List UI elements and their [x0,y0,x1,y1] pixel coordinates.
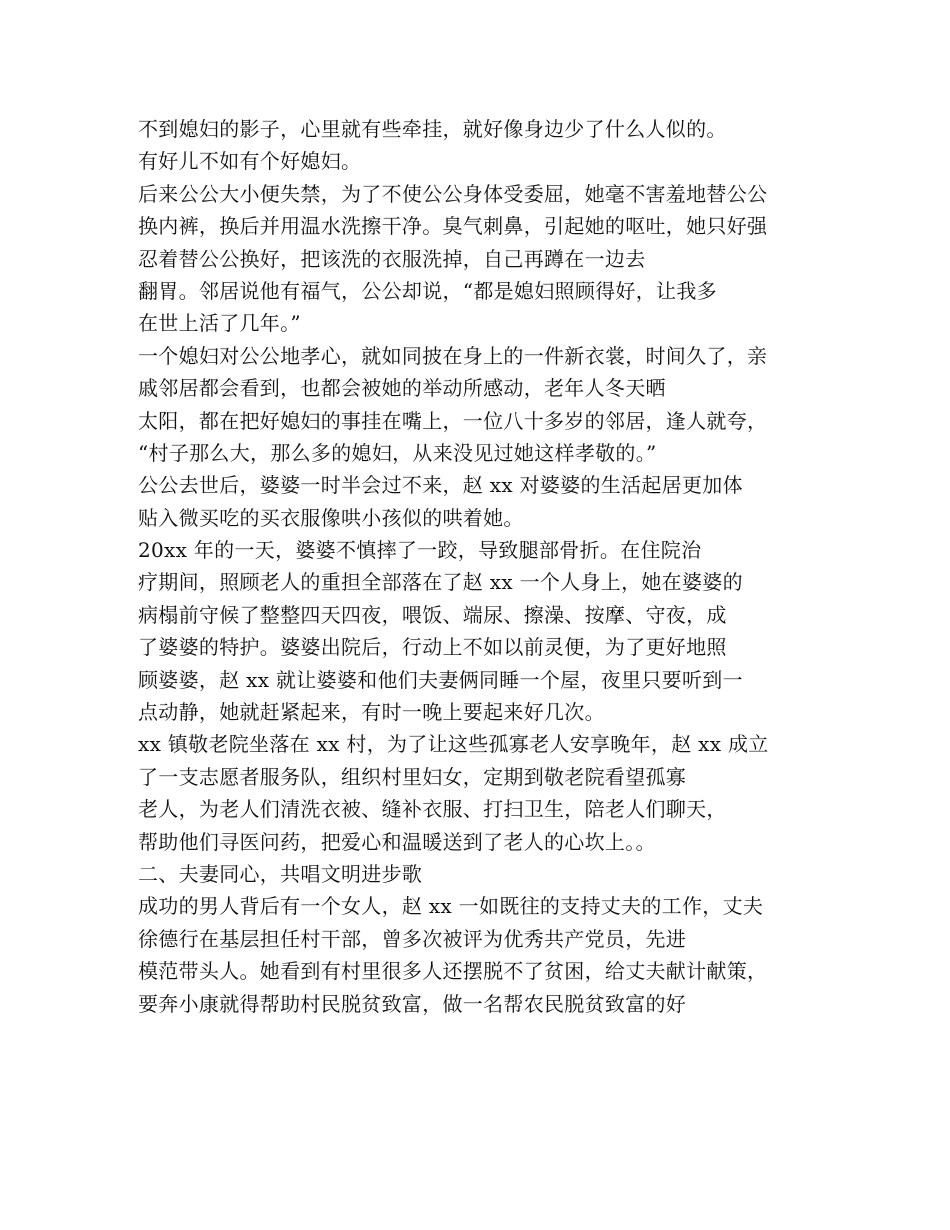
text-line: 成功的男人背后有一个女人，赵 xx 一如既往的支持丈夫的工作，丈夫 [138,894,764,919]
text-line: 点动静，她就赶紧起来，有时一晚上要起来好几次。 [138,700,605,725]
text-line: 帮助他们寻医问药，把爱心和温暖送到了老人的心坎上。。 [138,829,656,854]
text-line: 20xx 年的一天，婆婆不慎摔了一跤，导致腿部骨折。在住院治 [138,538,702,563]
text-line: 模范带头人。她看到有村里很多人还摆脱不了贫困，给丈夫献计献策， [138,959,768,984]
text-line: 疗期间，照顾老人的重担全部落在了赵 xx 一个人身上，她在婆婆的 [138,570,743,595]
text-line: 忍着替公公换好，把该洗的衣服洗掉，自己再蹲在一边去 [138,246,646,271]
text-line: 老人，为老人们清洗衣被、缝补衣服、打扫卫生，陪老人们聊天， [138,797,727,822]
text-line: 顾婆婆，赵 xx 就让婆婆和他们夫妻俩同睡一个屋，夜里只要听到一 [138,667,743,692]
text-line: 了婆婆的特护。婆婆出院后，行动上不如以前灵便，为了更好地照 [138,635,727,660]
text-line: 不到媳妇的影子，心里就有些牵挂，就好像身边少了什么人似的。 [138,117,727,141]
text-line: 后来公公大小便失禁，为了不使公公身体受委屈，她毫不害羞地替公公 [138,181,768,206]
text-line: 戚邻居都会看到，也都会被她的举动所感动，老年人冬天晒 [138,376,666,401]
text-line: 翻胃。邻居说他有福气，公公却说，“都是媳妇照顾得好，让我多 [138,278,717,303]
text-line: 一个媳妇对公公地孝心，就如同披在身上的一件新衣裳，时间久了，亲 [138,343,768,368]
text-line: 有好儿不如有个好媳妇。 [138,149,362,174]
section-heading: 二、夫妻同心，共唱文明进步歌 [138,861,423,886]
text-line: 在世上活了几年。” [138,311,301,336]
document-body [138,113,818,1020]
text-line: 公公去世后，婆婆一时半会过不来，赵 xx 对婆婆的生活起居更加体 [138,473,743,498]
text-line: xx 镇敬老院坐落在 xx 村，为了让这些孤寡老人安享晚年，赵 xx 成立 [138,732,769,757]
text-line: 要奔小康就得帮助村民脱贫致富，做一名帮农民脱贫致富的好 [138,991,687,1016]
text-line: 太阳，都在把好媳妇的事挂在嘴上，一位八十多岁的邻居，逢人就夸， [138,408,768,433]
text-line: 贴入微买吃的买衣服像哄小孩似的哄着她。 [138,505,524,530]
text-line: 徐德行在基层担任村干部，曾多次被评为优秀共产党员，先进 [138,926,687,951]
text-line: 了一支志愿者服务队，组织村里妇女，定期到敬老院看望孤寡 [138,764,687,789]
text-line: 病榻前守候了整整四天四夜，喂饭、端尿、擦澡、按摩、守夜，成 [138,602,727,627]
text-line: “村子那么大，那么多的媳妇，从来没见过她这样孝敬的。” [138,440,657,465]
text-line: 换内裤，换后并用温水洗擦干净。臭气刺鼻，引起她的呕吐，她只好强 [138,214,768,239]
